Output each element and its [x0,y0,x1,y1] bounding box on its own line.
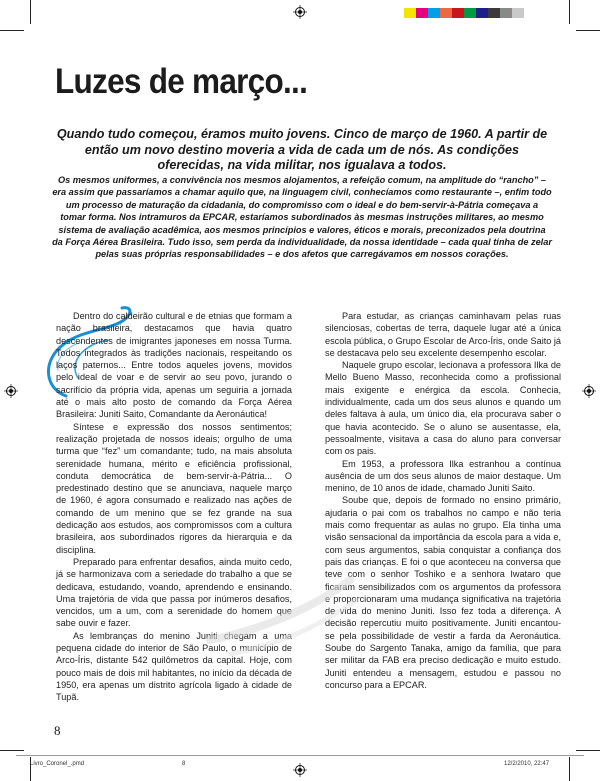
body-paragraph: Soube que, depois de formado no ensino primário, ajudaria o pai com os trabalhos no campo e não teria mais como frequentar as aulas no grupo. Ela tinha uma visão sensacional da importância da escola para a vida e, com seus argumentos, sabia conquistar a confiança dos pais das crianças. E foi o que aconteceu na conversa que teve com o senhor Toshiko e a senhora Iwataro que ficaram sensibilizados com os argumentos da professora e proporcionaram uma mudança significativa na trajetória de vida do menino Juniti. Isso fez toda a diferença. A decisão repercutiu muito positivamente. Juniti encantou-se pela possibilidade de vestir a farda da Aeronáutica. Soube do Sargento Tanaka, amigo da família, que para ser militar da FAB era preciso dedicação e muito estudo. Juniti entendeu a mensagem, estudou e passou no concurso para a EPCAR. [325,495,561,690]
registration-mark-top-icon [293,5,307,19]
registration-mark-left-icon [4,384,18,398]
body-column-right [325,310,561,691]
crop-mark-top-right-v [569,0,570,24]
page-number: 8 [54,723,61,738]
body-paragraph: Síntese e expressão dos nossos sentimentos; realização projetada de nossos ideais; orgulho de uma turma que “fez” um comandante; tudo, na mais absoluta serenidade humana, mérito e eficiência profissional, conduta democrática de bem-servir-à-Pátria... O predestinado destino que se anunciava, naquele março de 1960, é agora consumado e realizado nas ações de comando de um menino que se fez grande na sua dedicação aos estudos, aos compromissos com a cultura brasileira, aos subordinados rigores da hierarquia e da disciplina. [56,421,292,555]
lead-paragraph: Quando tudo começou, éramos muito jovens. Cinco de março de 1960. A partir de então um novo destino moveria a vida de cada um de nós. As condições oferecidas, na vida militar, nos igualava a todos. [56,127,548,172]
slug-date: 12/2/2010, 22:47 [504,761,550,767]
color-swatch [404,8,416,18]
color-swatch [488,8,500,18]
slug-filename: Livro_Coronel_.pmd [30,761,85,767]
color-swatch [512,8,524,18]
crop-mark-bottom-right-h [576,750,600,751]
intro-paragraph: Os mesmos uniformes, a convivência nos mesmos alojamentos, a refeição comum, na amplitude do “rancho” – era assim que passaríamos a chamar aquilo que, na linguagem civil, conhecíamos como restaurante –, enfim todo um processo de maturação da cidadania, do compromisso com o ideal e do bem-servir-à-Pátria começava a tomar forma. Nos intramuros da EPCAR, estaríamos subordinados às mesmas instruções militares, ao mesmo sistema de avaliação acadêmica, aos mesmos princípios e valores, éticos e morais, preconizados pela doutrina da Força Aérea Brasileira. Tudo isso, sem perda da individualidade, da nossa identidade – cada qual tinha de zelar pelas suas próprias responsabilidades – e dos afetos que carregávamos em nossos corações. [52,175,552,260]
color-calibration-bar [404,8,524,18]
body-paragraph: Em 1953, a professora Ilka estranhou a contínua ausência de um dos seus alunos de maior destaque. Um menino, de 10 anos de idade, chamado Juniti Saito. [325,458,561,494]
body-paragraph: Preparado para enfrentar desafios, ainda muito cedo, já se harmonizava com a seriedade do trabalho a que se dedicava, estudando, voando, aprendendo e ensinando. Uma trajetória de vida que passa por inúmeros desafios, vencidos, um a um, com a serenidade do homem que sabe ouvir e fazer. [56,556,292,629]
color-swatch [428,8,440,18]
color-swatch [500,8,512,18]
body-paragraph: Para estudar, as crianças caminhavam pelas ruas silenciosas, cobertas de terra, daquele lugar até a única escola pública, o Grupo Escolar de Arco-Íris, onde Saito já se destacava pelo seu excelente desempenho escolar. [325,311,561,358]
slug-page: 8 [182,761,186,767]
crop-mark-bottom-right-v [569,757,570,781]
color-swatch [440,8,452,18]
registration-mark-right-icon [582,384,596,398]
registration-mark-bottom-icon [293,763,307,777]
crop-mark-top-left-v [30,0,31,24]
page-title: Luzes de março... [55,62,308,101]
color-swatch [476,8,488,18]
color-swatch [416,8,428,18]
crop-mark-top-left-h [0,30,24,31]
body-paragraph: As lembranças do menino Juniti chegam a uma pequena cidade do interior de São Paulo, o município de Arco-Íris, distante 542 quilômetros da capital. Hoje, com pouco mais de dois mil habitantes, no início da década de 1950, era apenas um distrito agrícola ligado à cidade de Tupã. [56,630,292,703]
color-swatch [452,8,464,18]
body-paragraph: Naquele grupo escolar, lecionava a professora Ilka de Mello Bueno Masso, reconhecida como a profissional mais exigente e enérgica da escola. Conhecia, individualmente, cada um dos seus alunos e quando um deles faltava à aula, um único dia, ela procurava saber o que havia acontecido. Se o aluno se ausentasse, ela, pessoalmente, visitava a casa do aluno para conversar com os pais. [325,360,561,457]
crop-mark-top-right-h [576,30,600,31]
watermark-swoosh-icon [200,570,360,660]
body-paragraph: Dentro do caldeirão cultural e de etnias que formam a nação brasileira, destacamos que havia quatro descendentes de imigrantes japoneses em nossa Turma. Todos integrados às tradições nacionais, respeitando os laços paternos... Entre todos aqueles jovens, movidos pelo ideal de voar e de servir ao seu povo, jurando o sacrifício da própria vida, apenas um seguiria a jornada até o mais alto posto de comando da Força Aérea Brasileira: Juniti Saito, Comandante da Aeronáutica! [56,311,292,420]
color-swatch [464,8,476,18]
slug-rule [16,755,584,756]
crop-mark-bottom-left-h [0,750,24,751]
